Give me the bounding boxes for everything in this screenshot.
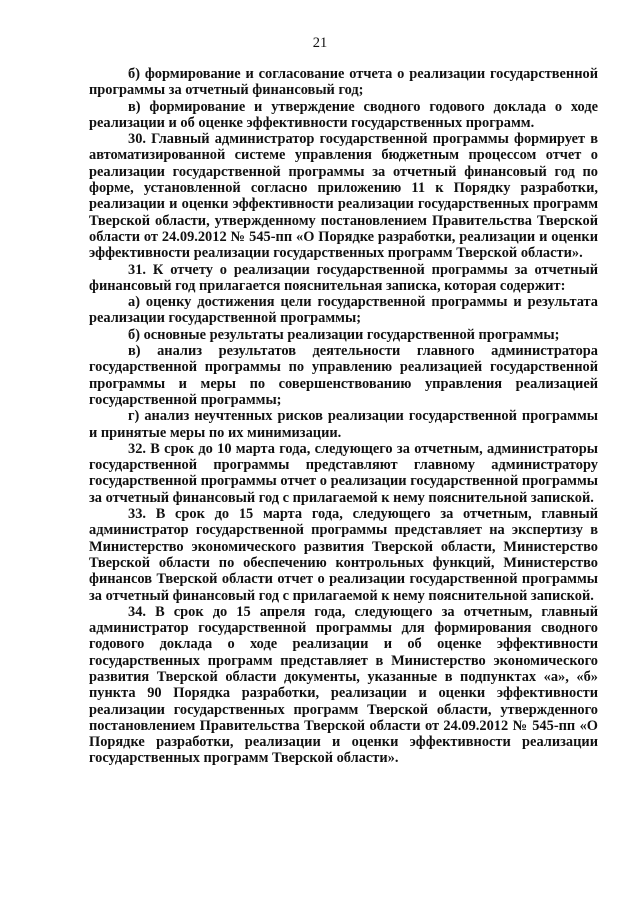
- paragraph-clause-31-g: г) анализ неучтенных рисков реализации государственной программы и принятые меры по их минимизации.: [89, 408, 598, 441]
- document-body: [89, 66, 598, 767]
- paragraph-clause-33: 33. В срок до 15 марта года, следующего за отчетным, главный администратор государственной программы представляет на экспертизу в Министерство экономического развития Тверской области, Министерство Тверской области по обеспечению контрольных функций, Министерство финансов Тверской области отчет о реализации государственной программы за отчетный финансовый год с прилагаемой к нему пояснительной запиской.: [89, 506, 598, 604]
- paragraph-item-v-annual-report: в) формирование и утверждение сводного годового доклада о ходе реализации и об оценке эффективности государственных программ.: [89, 98, 598, 131]
- paragraph-clause-31-a: а) оценку достижения цели государственной программы и результата реализации государственной программы;: [89, 294, 598, 327]
- paragraph-clause-31: 31. К отчету о реализации государственной программы за отчетный финансовый год прилагается пояснительная записка, которая содержит:: [89, 261, 598, 294]
- paragraph-clause-32: 32. В срок до 10 марта года, следующего за отчетным, администраторы государственной программы представляют главному администратору государственной программы отчет о реализации государственной программы за отчетный финансовый год с прилагаемой к нему пояснительной запиской.: [89, 440, 598, 506]
- page-number: 21: [312, 35, 328, 51]
- paragraph-clause-30: 30. Главный администратор государственной программы формирует в автоматизированной системе управления бюджетным процессом отчет о реализации государственной программы за отчетный финансовый год по форме, установленной согласно приложению 11 к Порядку разработки, реализации и оценки эффективности реализации государственных программ Тверской области, утвержденному постановлением Правительства Тверской области от 24.09.2012 № 545-пп «О Порядке разработки, реализации и оценки эффективности реализации государственных программ Тверской области».: [89, 131, 598, 262]
- paragraph-item-b-report: б) формирование и согласование отчета о реализации государственной программы за отчетный финансовый год;: [89, 66, 598, 99]
- paragraph-clause-31-b: б) основные результаты реализации государственной программы;: [128, 326, 560, 343]
- paragraph-clause-34: 34. В срок до 15 апреля года, следующего за отчетным, главный администратор государственной программы для формирования сводного годового доклада о ходе реализации и об оценке эффективности государственных программ представляет в Министерство экономического развития Тверской области документы, указанные в подпунктах «а», «б» пункта 90 Порядка разработки, реализации и оценки эффективности реализации государственных программ Тверской области, утвержденного постановлением Правительства Тверской области от 24.09.2012 № 545-пп «О Порядке разработки, реализации и оценки эффективности реализации государственных программ Тверской области».: [89, 603, 598, 767]
- paragraph-clause-31-v: в) анализ результатов деятельности главного администратора государственной программы по управлению реализацией государственной программы и меры по совершенствованию управления реализацией государственной программы;: [89, 343, 598, 408]
